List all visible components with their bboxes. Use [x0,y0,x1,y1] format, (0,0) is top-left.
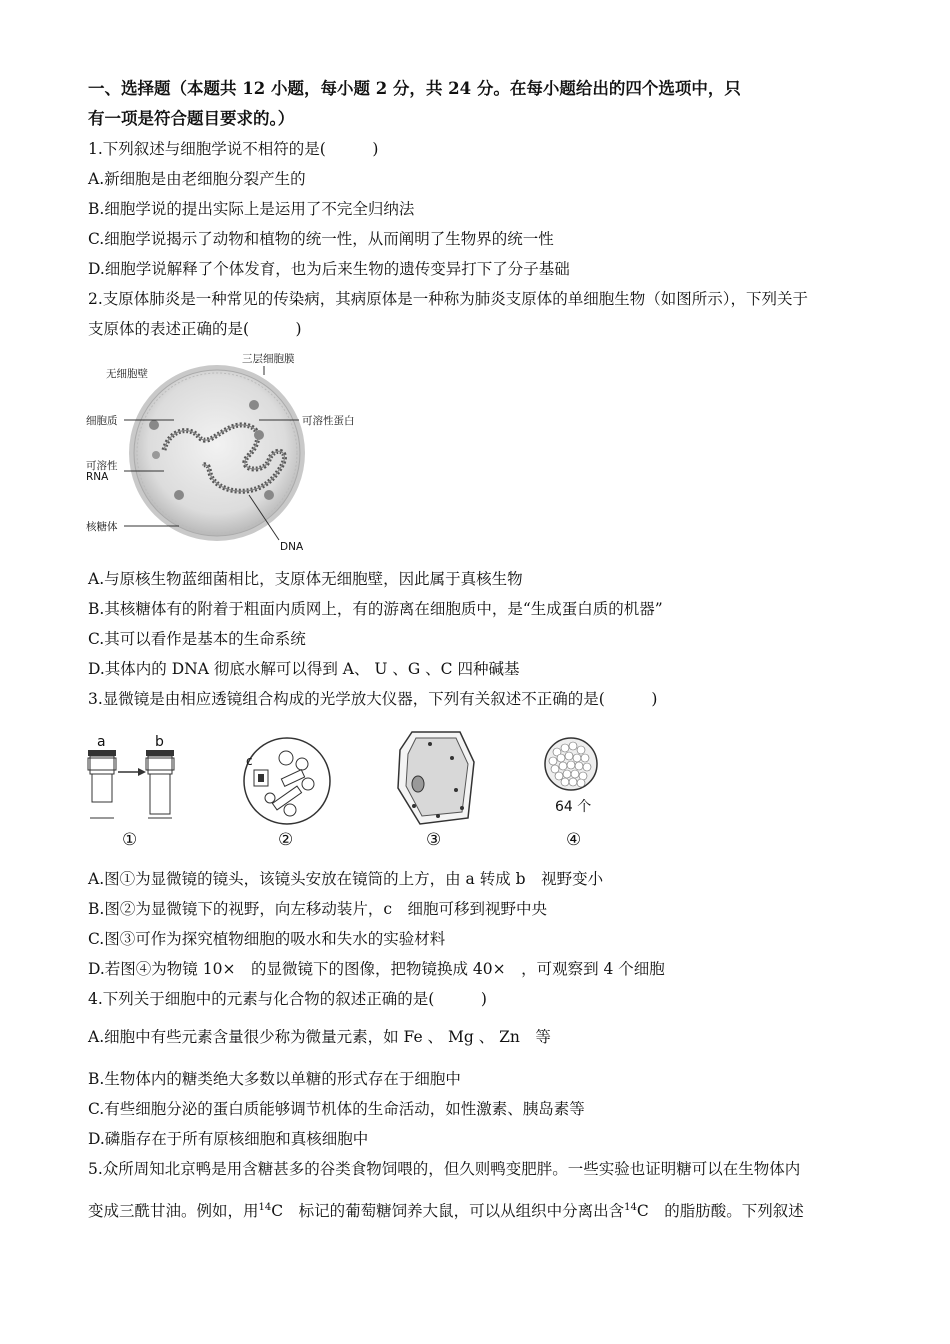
q5-stem-line-2 [88,1200,804,1222]
q4-option-c: C.有些细胞分泌的蛋白质能够调节机体的生命活动，如性激素、胰岛素等 [88,1100,585,1118]
q3-stem: 3.显微镜是由相应透镜组合构成的光学放大仪器，下列有关叙述不正确的是( ) [88,690,658,708]
cell-grid-figure [543,736,599,792]
q5-isotope-superscript-1: 14 [258,1201,272,1213]
lens-b-label: b [155,734,164,750]
label-no-cell-wall: 无细胞壁 [106,368,148,380]
label-cytoplasm: 细胞质 [86,415,118,427]
q3-option-c: C.图③可作为探究植物细胞的吸水和失水的实验材料 [88,930,446,948]
q2-option-c: C.其可以看作是基本的生命系统 [88,630,306,648]
q1-option-d: D.细胞学说解释了个体发育，也为后来生物的遗传变异打下了分子基础 [88,260,570,278]
microscope-figures [80,728,780,858]
q5-stem-part-b: C 标记的葡萄糖饲养大鼠，可以从组织中分离出含 [271,1202,625,1220]
cell-count-label: 64 个 [555,799,592,815]
q2-option-b: B.其核糖体有的附着于粗面内质网上，有的游离在细胞质中，是“生成蛋白质的机器” [88,600,663,618]
mycoplasma-figure [84,345,384,560]
ribosome-dot [254,430,264,440]
q5-stem-part-a: 变成三酰甘油。例如，用 [88,1202,259,1220]
q3-option-d: D.若图④为物镜 10× 的显微镜下的图像，把物镜换成 40× ，可观察到 4 个细胞 [88,960,665,978]
field-of-view-figure [242,736,332,826]
q2-option-d: D.其体内的 DNA 彻底水解可以得到 A、 U 、G 、C 四种碱基 [88,660,520,678]
q5-isotope-superscript-2: 14 [624,1201,637,1213]
ribosome-dot [149,420,159,430]
ribosome-dot [264,490,274,500]
figure-label-1: ① [122,830,138,850]
q1-option-a: A.新细胞是由老细胞分裂产生的 [88,170,306,188]
q4-option-d: D.磷脂存在于所有原核细胞和真核细胞中 [88,1130,369,1148]
ribosome-dot [249,400,259,410]
figure-label-4: ④ [566,830,582,850]
q4-stem: 4.下列关于细胞中的元素与化合物的叙述正确的是( ) [88,990,487,1008]
q3-option-b: B.图②为显微镜下的视野，向左移动装片，c 细胞可移到视野中央 [88,900,548,918]
plant-cell-figure [390,728,480,828]
q1-stem: 1.下列叙述与细胞学说不相符的是( ) [88,140,379,158]
label-soluble-rna-line-1: 可溶性 [86,460,118,472]
figure-label-3: ③ [426,830,442,850]
q5-stem-part-c: C 的脂肪酸。下列叙述 [636,1202,804,1220]
q5-stem-line-1: 5.众所周知北京鸭是用含糖甚多的谷类食物饲喂的，但久则鸭变肥胖。一些实验也证明糖可以在生物体内 [88,1160,801,1178]
figure-label-2: ② [278,830,294,850]
label-dna: DNA [280,541,304,553]
q2-option-a: A.与原核生物蓝细菌相比，支原体无细胞壁，因此属于真核生物 [88,570,523,588]
q2-stem-line-1: 2.支原体肺炎是一种常见的传染病，其病原体是一种称为肺炎支原体的单细胞生物（如图所示），下列关于 [88,290,809,308]
section-heading-line-2: 有一项是符合题目要求的。） [88,109,295,128]
ribosome-dot [152,451,160,459]
label-ribosome: 核糖体 [86,521,118,533]
label-soluble-rna-line-2: RNA [86,471,109,483]
lens-a-label: a [97,734,106,750]
label-three-layer-membrane: 三层细胞膜 [242,353,295,365]
q4-option-b: B.生物体内的糖类绝大多数以单糖的形式存在于细胞中 [88,1070,461,1088]
q1-option-c: C.细胞学说揭示了动物和植物的统一性，从而阐明了生物界的统一性 [88,230,554,248]
ribosome-dot [174,490,184,500]
section-heading-line-1: 一、选择题（本题共 12 小题，每小题 2 分，共 24 分。在每小题给出的四个选项中，只 [88,79,741,98]
q2-stem-line-2: 支原体的表述正确的是( ) [88,320,302,338]
q4-option-a: A.细胞中有些元素含量很少称为微量元素，如 Fe 、 Mg 、 Zn 等 [88,1028,551,1046]
cell-c-label: c [246,754,253,768]
label-soluble-protein: 可溶性蛋白 [302,415,355,427]
q3-option-a: A.图①为显微镜的镜头，该镜头安放在镜筒的上方，由 a 转成 b 视野变小 [88,870,604,888]
q1-option-b: B.细胞学说的提出实际上是运用了不完全归纳法 [88,200,415,218]
